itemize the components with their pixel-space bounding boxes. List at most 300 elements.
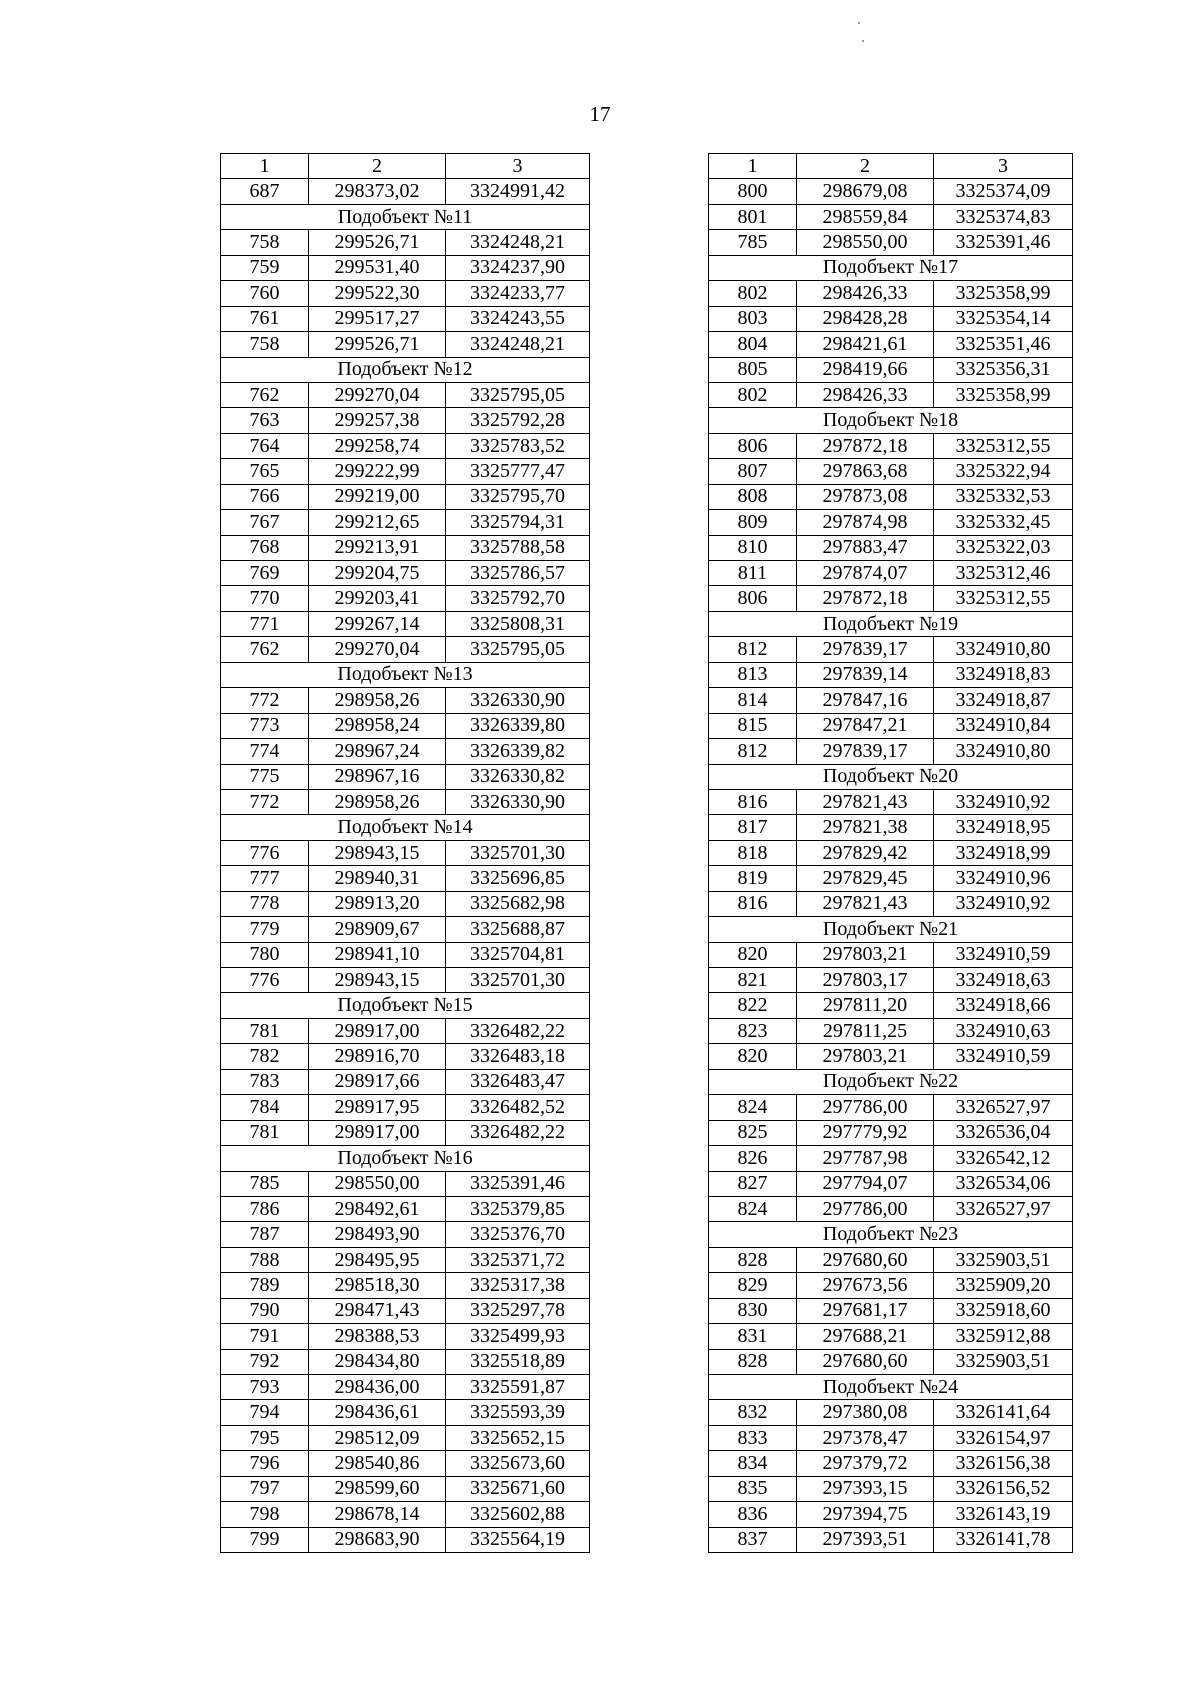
point-number-cell: 785	[709, 230, 797, 255]
x-coordinate-cell: 297821,43	[797, 891, 934, 916]
y-coordinate-cell: 3326154,97	[934, 1425, 1073, 1450]
table-row	[709, 942, 1073, 967]
x-coordinate-cell: 299526,71	[309, 230, 446, 255]
y-coordinate-cell: 3324918,87	[934, 688, 1073, 713]
subobject-label: Подобъект №19	[709, 611, 1073, 636]
point-number-cell: 834	[709, 1451, 797, 1476]
point-number-cell: 771	[221, 611, 309, 636]
y-coordinate-cell: 3326483,47	[446, 1069, 590, 1094]
point-number-cell: 828	[709, 1247, 797, 1272]
x-coordinate-cell: 299204,75	[309, 561, 446, 586]
point-number-cell: 822	[709, 993, 797, 1018]
point-number-cell: 818	[709, 840, 797, 865]
y-coordinate-cell: 3325688,87	[446, 917, 590, 942]
point-number-cell: 813	[709, 662, 797, 687]
x-coordinate-cell: 298436,61	[309, 1400, 446, 1425]
x-coordinate-cell: 298436,00	[309, 1375, 446, 1400]
point-number-cell: 769	[221, 561, 309, 586]
table-row	[709, 586, 1073, 611]
y-coordinate-cell: 3325518,89	[446, 1349, 590, 1374]
x-coordinate-cell: 299219,00	[309, 484, 446, 509]
y-coordinate-cell: 3325358,99	[934, 281, 1073, 306]
point-number-cell: 765	[221, 459, 309, 484]
y-coordinate-cell: 3325317,38	[446, 1273, 590, 1298]
y-coordinate-cell: 3324918,95	[934, 815, 1073, 840]
point-number-cell: 797	[221, 1476, 309, 1501]
x-coordinate-cell: 298940,31	[309, 866, 446, 891]
table-row	[221, 1044, 590, 1069]
x-coordinate-cell: 297680,60	[797, 1349, 934, 1374]
x-coordinate-cell: 297379,72	[797, 1451, 934, 1476]
subobject-label: Подобъект №13	[221, 662, 590, 687]
point-number-cell: 807	[709, 459, 797, 484]
y-coordinate-cell: 3326330,90	[446, 789, 590, 814]
y-coordinate-cell: 3325312,55	[934, 433, 1073, 458]
x-coordinate-cell: 298373,02	[309, 179, 446, 204]
subobject-label: Подобъект №11	[221, 204, 590, 229]
point-number-cell: 774	[221, 739, 309, 764]
table-row	[709, 1324, 1073, 1349]
y-coordinate-cell: 3325652,15	[446, 1425, 590, 1450]
x-coordinate-cell: 297787,98	[797, 1146, 934, 1171]
table-row	[221, 611, 590, 636]
table-row	[221, 1018, 590, 1043]
point-number-cell: 761	[221, 306, 309, 331]
x-coordinate-cell: 298550,00	[309, 1171, 446, 1196]
column-header: 2	[309, 154, 446, 179]
point-number-cell: 812	[709, 637, 797, 662]
x-coordinate-cell: 299517,27	[309, 306, 446, 331]
x-coordinate-cell: 297839,14	[797, 662, 934, 687]
x-coordinate-cell: 299212,65	[309, 510, 446, 535]
point-number-cell: 781	[221, 1120, 309, 1145]
y-coordinate-cell: 3324918,99	[934, 840, 1073, 865]
point-number-cell: 772	[221, 688, 309, 713]
table-row	[709, 713, 1073, 738]
y-coordinate-cell: 3325391,46	[934, 230, 1073, 255]
y-coordinate-cell: 3324918,66	[934, 993, 1073, 1018]
table-row	[709, 739, 1073, 764]
y-coordinate-cell: 3326482,22	[446, 1120, 590, 1145]
x-coordinate-cell: 297393,51	[797, 1527, 934, 1552]
x-coordinate-cell: 299257,38	[309, 408, 446, 433]
table-row	[709, 179, 1073, 204]
table-row	[221, 1349, 590, 1374]
y-coordinate-cell: 3325374,09	[934, 179, 1073, 204]
x-coordinate-cell: 297681,17	[797, 1298, 934, 1323]
point-number-cell: 832	[709, 1400, 797, 1425]
table-row	[221, 942, 590, 967]
table-row	[221, 688, 590, 713]
point-number-cell: 788	[221, 1247, 309, 1272]
x-coordinate-cell: 299203,41	[309, 586, 446, 611]
y-coordinate-cell: 3324910,59	[934, 942, 1073, 967]
x-coordinate-cell: 297803,21	[797, 1044, 934, 1069]
y-coordinate-cell: 3324910,96	[934, 866, 1073, 891]
subobject-label: Подобъект №23	[709, 1222, 1073, 1247]
table-row	[221, 408, 590, 433]
table-row	[709, 281, 1073, 306]
table-row	[221, 281, 590, 306]
x-coordinate-cell: 298495,95	[309, 1247, 446, 1272]
subobject-section-row	[709, 255, 1073, 280]
x-coordinate-cell: 297393,15	[797, 1476, 934, 1501]
table-row	[221, 1375, 590, 1400]
point-number-cell: 762	[221, 637, 309, 662]
y-coordinate-cell: 3325701,30	[446, 968, 590, 993]
x-coordinate-cell: 298917,66	[309, 1069, 446, 1094]
table-row	[221, 1400, 590, 1425]
table-row	[709, 561, 1073, 586]
x-coordinate-cell: 298678,14	[309, 1502, 446, 1527]
y-coordinate-cell: 3325794,31	[446, 510, 590, 535]
y-coordinate-cell: 3326339,80	[446, 713, 590, 738]
table-row	[709, 382, 1073, 407]
point-number-cell: 787	[221, 1222, 309, 1247]
x-coordinate-cell: 297680,60	[797, 1247, 934, 1272]
y-coordinate-cell: 3326536,04	[934, 1120, 1073, 1145]
table-row	[221, 891, 590, 916]
y-coordinate-cell: 3326330,82	[446, 764, 590, 789]
table-row	[221, 1451, 590, 1476]
y-coordinate-cell: 3325671,60	[446, 1476, 590, 1501]
table-row	[221, 382, 590, 407]
point-number-cell: 775	[221, 764, 309, 789]
table-row	[709, 1196, 1073, 1221]
y-coordinate-cell: 3325312,46	[934, 561, 1073, 586]
table-row	[221, 1222, 590, 1247]
y-coordinate-cell: 3325795,05	[446, 382, 590, 407]
point-number-cell: 806	[709, 586, 797, 611]
y-coordinate-cell: 3324910,80	[934, 637, 1073, 662]
table-row	[709, 1425, 1073, 1450]
table-row	[221, 332, 590, 357]
point-number-cell: 828	[709, 1349, 797, 1374]
table-row	[709, 840, 1073, 865]
x-coordinate-cell: 297380,08	[797, 1400, 934, 1425]
subobject-label: Подобъект №15	[221, 993, 590, 1018]
table-row	[709, 815, 1073, 840]
x-coordinate-cell: 297874,07	[797, 561, 934, 586]
point-number-cell: 804	[709, 332, 797, 357]
table-row	[221, 306, 590, 331]
subobject-section-row	[709, 408, 1073, 433]
x-coordinate-cell: 298917,00	[309, 1018, 446, 1043]
x-coordinate-cell: 298492,61	[309, 1196, 446, 1221]
table-row	[221, 968, 590, 993]
x-coordinate-cell: 298916,70	[309, 1044, 446, 1069]
y-coordinate-cell: 3325704,81	[446, 942, 590, 967]
table-row	[709, 688, 1073, 713]
x-coordinate-cell: 297847,21	[797, 713, 934, 738]
point-number-cell: 763	[221, 408, 309, 433]
x-coordinate-cell: 297786,00	[797, 1095, 934, 1120]
point-number-cell: 687	[221, 179, 309, 204]
table-row	[221, 1425, 590, 1450]
table-row	[709, 1171, 1073, 1196]
x-coordinate-cell: 297779,92	[797, 1120, 934, 1145]
x-coordinate-cell: 298909,67	[309, 917, 446, 942]
y-coordinate-cell: 3326339,82	[446, 739, 590, 764]
table-row	[709, 1044, 1073, 1069]
y-coordinate-cell: 3324233,77	[446, 281, 590, 306]
point-number-cell: 816	[709, 891, 797, 916]
table-row	[221, 1324, 590, 1349]
y-coordinate-cell: 3325499,93	[446, 1324, 590, 1349]
x-coordinate-cell: 297863,68	[797, 459, 934, 484]
y-coordinate-cell: 3325795,70	[446, 484, 590, 509]
table-row	[221, 1247, 590, 1272]
table-row	[221, 1298, 590, 1323]
point-number-cell: 762	[221, 382, 309, 407]
point-number-cell: 796	[221, 1451, 309, 1476]
subobject-section-row	[709, 1069, 1073, 1094]
point-number-cell: 817	[709, 815, 797, 840]
x-coordinate-cell: 298559,84	[797, 204, 934, 229]
point-number-cell: 768	[221, 535, 309, 560]
x-coordinate-cell: 297394,75	[797, 1502, 934, 1527]
point-number-cell: 799	[221, 1527, 309, 1552]
table-row	[709, 332, 1073, 357]
table-row	[709, 204, 1073, 229]
table-row	[709, 1298, 1073, 1323]
table-row	[709, 968, 1073, 993]
table-row	[709, 1476, 1073, 1501]
point-number-cell: 835	[709, 1476, 797, 1501]
x-coordinate-cell: 297688,21	[797, 1324, 934, 1349]
table-row	[709, 1400, 1073, 1425]
x-coordinate-cell: 298958,24	[309, 713, 446, 738]
table-row	[221, 1527, 590, 1552]
table-row	[709, 230, 1073, 255]
x-coordinate-cell: 298426,33	[797, 281, 934, 306]
point-number-cell: 789	[221, 1273, 309, 1298]
table-row	[709, 306, 1073, 331]
point-number-cell: 830	[709, 1298, 797, 1323]
point-number-cell: 801	[709, 204, 797, 229]
subobject-label: Подобъект №18	[709, 408, 1073, 433]
x-coordinate-cell: 298512,09	[309, 1425, 446, 1450]
y-coordinate-cell: 3324910,92	[934, 789, 1073, 814]
subobject-section-row	[221, 662, 590, 687]
y-coordinate-cell: 3325682,98	[446, 891, 590, 916]
table-row	[709, 1146, 1073, 1171]
point-number-cell: 810	[709, 535, 797, 560]
x-coordinate-cell: 297811,20	[797, 993, 934, 1018]
y-coordinate-cell: 3326527,97	[934, 1196, 1073, 1221]
subobject-label: Подобъект №21	[709, 917, 1073, 942]
point-number-cell: 829	[709, 1273, 797, 1298]
column-header: 3	[934, 154, 1073, 179]
subobject-section-row	[221, 1146, 590, 1171]
x-coordinate-cell: 297378,47	[797, 1425, 934, 1450]
x-coordinate-cell: 297872,18	[797, 586, 934, 611]
x-coordinate-cell: 297829,42	[797, 840, 934, 865]
x-coordinate-cell: 298434,80	[309, 1349, 446, 1374]
point-number-cell: 824	[709, 1196, 797, 1221]
table-row	[709, 1273, 1073, 1298]
subobject-section-row	[221, 815, 590, 840]
subobject-section-row	[221, 204, 590, 229]
y-coordinate-cell: 3325332,53	[934, 484, 1073, 509]
x-coordinate-cell: 298599,60	[309, 1476, 446, 1501]
y-coordinate-cell: 3324910,84	[934, 713, 1073, 738]
x-coordinate-cell: 298388,53	[309, 1324, 446, 1349]
point-number-cell: 785	[221, 1171, 309, 1196]
table-row	[709, 891, 1073, 916]
x-coordinate-cell: 298421,61	[797, 332, 934, 357]
y-coordinate-cell: 3325673,60	[446, 1451, 590, 1476]
point-number-cell: 808	[709, 484, 797, 509]
point-number-cell: 824	[709, 1095, 797, 1120]
table-row	[221, 739, 590, 764]
y-coordinate-cell: 3325564,19	[446, 1527, 590, 1552]
x-coordinate-cell: 298683,90	[309, 1527, 446, 1552]
point-number-cell: 779	[221, 917, 309, 942]
subobject-label: Подобъект №20	[709, 764, 1073, 789]
subobject-label: Подобъект №17	[709, 255, 1073, 280]
x-coordinate-cell: 297872,18	[797, 433, 934, 458]
y-coordinate-cell: 3325912,88	[934, 1324, 1073, 1349]
point-number-cell: 758	[221, 230, 309, 255]
x-coordinate-cell: 297847,16	[797, 688, 934, 713]
point-number-cell: 759	[221, 255, 309, 280]
point-number-cell: 776	[221, 840, 309, 865]
y-coordinate-cell: 3324910,59	[934, 1044, 1073, 1069]
y-coordinate-cell: 3324918,83	[934, 662, 1073, 687]
x-coordinate-cell: 298967,16	[309, 764, 446, 789]
y-coordinate-cell: 3326156,52	[934, 1476, 1073, 1501]
point-number-cell: 809	[709, 510, 797, 535]
point-number-cell: 786	[221, 1196, 309, 1221]
table-row	[221, 1196, 590, 1221]
point-number-cell: 772	[221, 789, 309, 814]
point-number-cell: 782	[221, 1044, 309, 1069]
x-coordinate-cell: 297786,00	[797, 1196, 934, 1221]
subobject-label: Подобъект №12	[221, 357, 590, 382]
page-number: 17	[589, 102, 611, 126]
y-coordinate-cell: 3324248,21	[446, 332, 590, 357]
x-coordinate-cell: 299522,30	[309, 281, 446, 306]
table-row	[709, 993, 1073, 1018]
x-coordinate-cell: 297821,43	[797, 789, 934, 814]
x-coordinate-cell: 298540,86	[309, 1451, 446, 1476]
y-coordinate-cell: 3325374,83	[934, 204, 1073, 229]
y-coordinate-cell: 3324910,80	[934, 739, 1073, 764]
table-row	[709, 789, 1073, 814]
x-coordinate-cell: 299258,74	[309, 433, 446, 458]
x-coordinate-cell: 299213,91	[309, 535, 446, 560]
y-coordinate-cell: 3325371,72	[446, 1247, 590, 1272]
point-number-cell: 773	[221, 713, 309, 738]
y-coordinate-cell: 3325696,85	[446, 866, 590, 891]
y-coordinate-cell: 3325777,47	[446, 459, 590, 484]
x-coordinate-cell: 298550,00	[797, 230, 934, 255]
table-row	[221, 866, 590, 891]
point-number-cell: 823	[709, 1018, 797, 1043]
column-header: 1	[709, 154, 797, 179]
table-row	[221, 1273, 590, 1298]
point-number-cell: 770	[221, 586, 309, 611]
x-coordinate-cell: 297874,98	[797, 510, 934, 535]
x-coordinate-cell: 297811,25	[797, 1018, 934, 1043]
table-row	[709, 433, 1073, 458]
subobject-section-row	[709, 611, 1073, 636]
point-number-cell: 780	[221, 942, 309, 967]
column-header: 3	[446, 154, 590, 179]
table-row	[709, 1527, 1073, 1552]
point-number-cell: 783	[221, 1069, 309, 1094]
x-coordinate-cell: 297803,17	[797, 968, 934, 993]
x-coordinate-cell: 298943,15	[309, 968, 446, 993]
y-coordinate-cell: 3326482,22	[446, 1018, 590, 1043]
point-number-cell: 767	[221, 510, 309, 535]
y-coordinate-cell: 3325351,46	[934, 332, 1073, 357]
y-coordinate-cell: 3325783,52	[446, 433, 590, 458]
x-coordinate-cell: 297873,08	[797, 484, 934, 509]
x-coordinate-cell: 297803,21	[797, 942, 934, 967]
y-coordinate-cell: 3326534,06	[934, 1171, 1073, 1196]
y-coordinate-cell: 3325602,88	[446, 1502, 590, 1527]
x-coordinate-cell: 298913,20	[309, 891, 446, 916]
point-number-cell: 831	[709, 1324, 797, 1349]
x-coordinate-cell: 297794,07	[797, 1171, 934, 1196]
x-coordinate-cell: 298428,28	[797, 306, 934, 331]
table-row	[221, 713, 590, 738]
point-number-cell: 784	[221, 1095, 309, 1120]
y-coordinate-cell: 3325356,31	[934, 357, 1073, 382]
y-coordinate-cell: 3324910,63	[934, 1018, 1073, 1043]
table-row	[221, 586, 590, 611]
point-number-cell: 812	[709, 739, 797, 764]
y-coordinate-cell: 3324243,55	[446, 306, 590, 331]
y-coordinate-cell: 3326482,52	[446, 1095, 590, 1120]
table-row	[221, 1476, 590, 1501]
y-coordinate-cell: 3325808,31	[446, 611, 590, 636]
point-number-cell: 815	[709, 713, 797, 738]
point-number-cell: 821	[709, 968, 797, 993]
point-number-cell: 800	[709, 179, 797, 204]
y-coordinate-cell: 3325379,85	[446, 1196, 590, 1221]
subobject-section-row	[709, 917, 1073, 942]
y-coordinate-cell: 3325909,20	[934, 1273, 1073, 1298]
x-coordinate-cell: 298471,43	[309, 1298, 446, 1323]
point-number-cell: 781	[221, 1018, 309, 1043]
x-coordinate-cell: 298493,90	[309, 1222, 446, 1247]
y-coordinate-cell: 3326141,78	[934, 1527, 1073, 1552]
y-coordinate-cell: 3326330,90	[446, 688, 590, 713]
point-number-cell: 825	[709, 1120, 797, 1145]
y-coordinate-cell: 3325354,14	[934, 306, 1073, 331]
table-row	[221, 1095, 590, 1120]
point-number-cell: 758	[221, 332, 309, 357]
table-row	[709, 510, 1073, 535]
subobject-label: Подобъект №24	[709, 1375, 1073, 1400]
table-row	[221, 230, 590, 255]
x-coordinate-cell: 297839,17	[797, 637, 934, 662]
table-row	[709, 459, 1073, 484]
point-number-cell: 778	[221, 891, 309, 916]
x-coordinate-cell: 297821,38	[797, 815, 934, 840]
table-row	[709, 357, 1073, 382]
y-coordinate-cell: 3326156,38	[934, 1451, 1073, 1476]
point-number-cell: 811	[709, 561, 797, 586]
point-number-cell: 802	[709, 382, 797, 407]
table-row	[709, 1018, 1073, 1043]
table-row	[221, 510, 590, 535]
subobject-section-row	[221, 357, 590, 382]
table-row	[221, 535, 590, 560]
